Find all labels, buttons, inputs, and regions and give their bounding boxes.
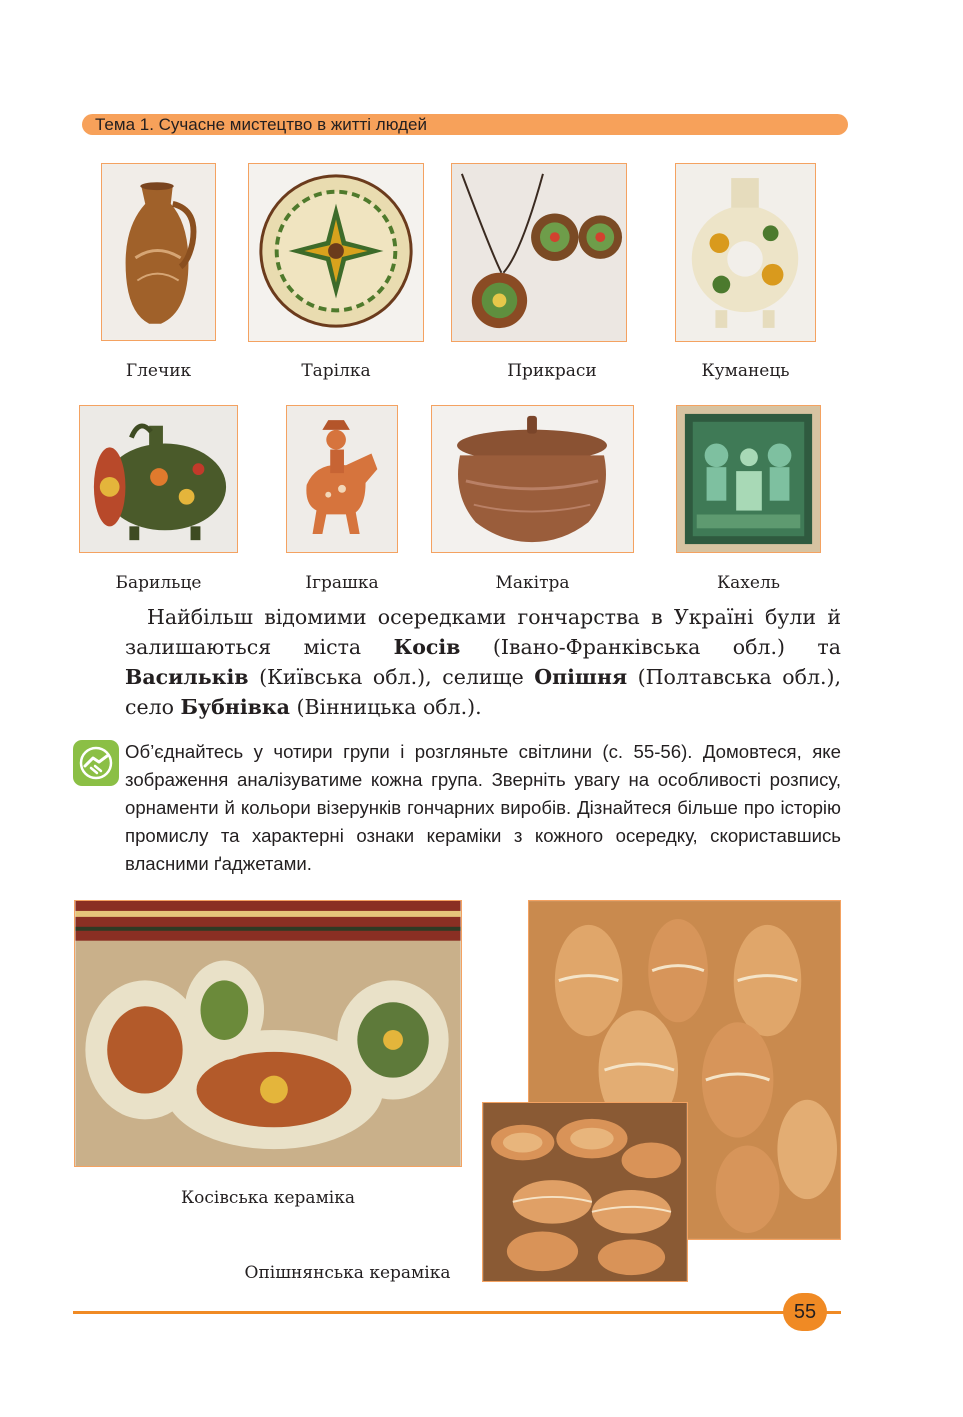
caption-tile: Кахель bbox=[717, 573, 780, 593]
handshake-icon bbox=[73, 740, 119, 786]
page-number: 55 bbox=[783, 1293, 827, 1331]
footer-line bbox=[73, 1311, 841, 1314]
kosiv-ceramics-caption: Косівська кераміка bbox=[181, 1188, 355, 1208]
kumanets-photo bbox=[675, 163, 816, 342]
village-bubnivka: Бубнівка bbox=[180, 695, 290, 719]
caption-jug: Глечик bbox=[125, 361, 192, 381]
city-vasylkiv: Васильків bbox=[125, 665, 249, 689]
main-paragraph bbox=[125, 602, 841, 722]
caption-jewelry: Прикраси bbox=[507, 361, 597, 381]
opishnia-ceramics-caption: Опішнянська кераміка bbox=[244, 1263, 451, 1283]
caption-toy: Іграшка bbox=[305, 573, 379, 593]
city-kosiv: Косів bbox=[393, 635, 461, 659]
paragraph-text-5: (Вінницька обл.). bbox=[289, 695, 482, 719]
paragraph-text-3: (Київська обл.), селище bbox=[248, 665, 535, 689]
plate-photo bbox=[248, 163, 424, 342]
paragraph-text-2: (Івано-Франківська обл.) та bbox=[460, 635, 841, 659]
caption-kumanets: Куманець bbox=[701, 361, 790, 381]
jug-photo bbox=[101, 163, 216, 341]
kosiv-ceramics-photo bbox=[74, 900, 462, 1167]
town-opishnia: Опішня bbox=[534, 665, 628, 689]
toy-photo bbox=[286, 405, 398, 553]
caption-makitra: Макітра bbox=[495, 573, 570, 593]
paragraph-text-4: (Полтавська обл.), село bbox=[125, 665, 841, 719]
topic-title: Тема 1. Сучасне мистецтво в житті людей bbox=[95, 115, 427, 134]
barrel-photo bbox=[79, 405, 238, 553]
opishnia-ceramics-photo-2 bbox=[482, 1102, 688, 1282]
tile-photo bbox=[676, 405, 821, 553]
makitra-photo bbox=[431, 405, 634, 553]
group-task-text: Об’єднайтесь у чотири групи і розгляньте світлини (с. 55-56). Домовтеся, яке зображення аналізуватиме кожна група. Зверніть увагу на особливості розпису, орнаменти й кольори візерунків гончарних виробів. Дізнайтеся більше про історію промислу та характерні ознаки кераміки з кожного осередку, скориставшись власними ґаджетами. bbox=[125, 741, 841, 874]
caption-plate: Тарілка bbox=[301, 361, 371, 381]
paragraph-text-1: Найбільш відомими осередками гончарства в Україні були й залишаються міста bbox=[125, 605, 841, 659]
caption-barrel: Барильце bbox=[115, 573, 202, 593]
jewelry-photo bbox=[451, 163, 627, 342]
